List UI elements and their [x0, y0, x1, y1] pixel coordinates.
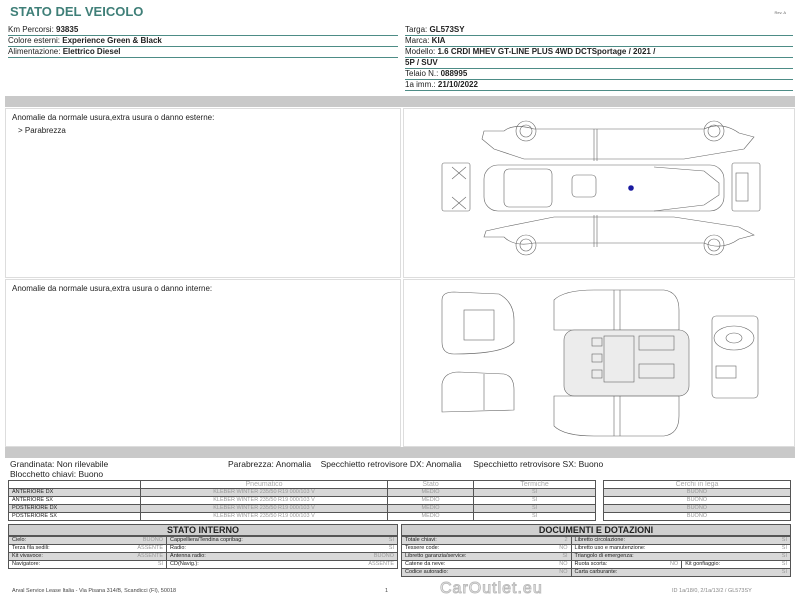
status-summary-left: [10, 459, 108, 479]
info-row: [405, 58, 793, 69]
info-row: [8, 47, 398, 58]
kv-label: Totale chiavi:: [402, 537, 541, 545]
car-side-top-view: [482, 121, 754, 161]
kv-row: [402, 537, 791, 545]
kv-label: Terza fila sedili:: [9, 545, 100, 553]
kv-value: NO: [651, 561, 681, 569]
external-notes-title: Anomalie da normale usura,extra usura o danno esterne:: [12, 113, 215, 122]
kv-label: Ruota scorta:: [571, 561, 651, 569]
internal-notes-panel: [5, 279, 401, 447]
tyre-pos: ANTERIORE SX: [9, 497, 141, 505]
section-divider: [5, 96, 795, 107]
vehicle-info-right: [405, 25, 793, 91]
kv-label: CD(Navig.):: [167, 561, 331, 569]
internal-diagram: [403, 279, 795, 447]
tyre-row: [9, 513, 596, 521]
tyre-stato: MEDIO: [388, 497, 474, 505]
info-value: 21/10/2022: [437, 80, 478, 89]
kv-label: Antenna radio:: [167, 553, 331, 561]
kv-label: Navigatore:: [9, 561, 100, 569]
tyres-header: Stato: [388, 481, 474, 489]
kv-label: Codice autoradio:: [402, 569, 541, 577]
car-front-view: [442, 163, 470, 211]
page-title: STATO DEL VEICOLO: [10, 4, 144, 19]
kv-value: SI: [766, 569, 790, 577]
dashboard-view: [712, 316, 758, 398]
kv-value: NO: [541, 561, 571, 569]
kv-label: Triangolo di emergenza:: [571, 553, 766, 561]
grandinata-status: Grandinata: Non rilevabile: [10, 459, 109, 469]
cerchi-row: [604, 489, 791, 497]
documenti-title: DOCUMENTI E DOTAZIONI: [401, 524, 791, 536]
info-row: [405, 47, 793, 58]
info-row: [8, 36, 398, 47]
blocchetto-status: Blocchetto chiavi: Buono: [10, 469, 104, 479]
info-label: Colore esterni:: [8, 36, 63, 45]
info-row: [405, 25, 793, 36]
kv-value: SI: [541, 553, 571, 561]
kv-value: SI: [100, 561, 167, 569]
kv-value: SI: [331, 545, 398, 553]
info-value: 93835: [56, 25, 79, 34]
section-divider: [5, 447, 795, 458]
kv-label: Radio:: [167, 545, 331, 553]
tyre-tyre: KLEBER WINTER 235/50 R19 000/103 V: [141, 489, 388, 497]
info-value: KIA: [431, 36, 446, 45]
trunk-view: [442, 292, 514, 412]
tyres-header-row: [9, 481, 596, 489]
tyre-stato: MEDIO: [388, 489, 474, 497]
info-value: GL573SY: [429, 25, 465, 34]
cerchi-value: BUONO: [604, 489, 791, 497]
stato-interno-title: STATO INTERNO: [8, 524, 398, 536]
info-label: Telaio N.:: [405, 69, 441, 78]
tyre-stato: MEDIO: [388, 513, 474, 521]
tyre-termiche: SI: [474, 497, 596, 505]
kv-value: SI: [766, 553, 790, 561]
kv-value: SI: [766, 545, 790, 553]
stato-interno-section: [8, 524, 398, 569]
kv-label: Kit gonfiaggio:: [682, 561, 767, 569]
kv-row: [9, 537, 398, 545]
kv-value: NO: [541, 569, 571, 577]
cerchi-row: [604, 505, 791, 513]
vehicle-info-left: [8, 25, 398, 58]
cerchi-row: [604, 513, 791, 521]
external-diagram: [403, 108, 795, 278]
cerchi-value: BUONO: [604, 513, 791, 521]
info-row: [8, 25, 398, 36]
kv-row: [402, 553, 791, 561]
cerchi-value: BUONO: [604, 505, 791, 513]
kv-row: [402, 569, 791, 577]
tyre-termiche: SI: [474, 489, 596, 497]
kv-row: [9, 545, 398, 553]
cabin-view: [554, 290, 689, 436]
tyre-row: [9, 489, 596, 497]
kv-label: Libretto garanzia/service:: [402, 553, 541, 561]
info-value: 088995: [440, 69, 468, 78]
parabrezza-status: Parabrezza: Anomalia: [228, 459, 312, 469]
footer-code: ID 1a/18/0, 2/1a/13/2 / GL573SY: [672, 588, 752, 594]
tyre-stato: MEDIO: [388, 505, 474, 513]
info-row: [405, 80, 793, 91]
info-row: [405, 69, 793, 80]
kv-label: Libretto circolazione:: [571, 537, 766, 545]
tyre-pos: ANTERIORE DX: [9, 489, 141, 497]
info-value: Experience Green & Black: [62, 36, 162, 45]
kv-row: [9, 561, 398, 569]
kv-value: NO: [541, 545, 571, 553]
tyre-pos: POSTERIORE SX: [9, 513, 141, 521]
kv-value: 2: [541, 537, 571, 545]
stato-interno-table: [8, 536, 398, 569]
info-label: 1a imm.:: [405, 80, 438, 89]
kv-row: [402, 561, 791, 569]
kv-label: Cappelliera/Tendina copribag:: [167, 537, 331, 545]
info-label: Modello:: [405, 47, 438, 56]
tyres-table: [8, 480, 596, 521]
kv-value: SI: [331, 537, 398, 545]
car-rear-view: [732, 163, 760, 211]
kv-label: Tessere code:: [402, 545, 541, 553]
internal-notes-title: Anomalie da normale usura,extra usura o danno interne:: [12, 284, 213, 293]
info-label: Marca:: [405, 36, 432, 45]
external-notes-panel: [5, 108, 401, 278]
info-value: Elettrico Diesel: [62, 47, 121, 56]
tyre-tyre: KLEBER WINTER 235/50 R19 000/103 V: [141, 513, 388, 521]
kv-value: ASSENTE: [331, 561, 398, 569]
info-value: 5P / SUV: [405, 58, 438, 67]
kv-value: BUONO: [331, 553, 398, 561]
car-top-view: [484, 165, 724, 211]
cerchi-header-row: [604, 481, 791, 489]
kv-value: SI: [766, 537, 790, 545]
status-summary-right: [228, 459, 603, 469]
tyres-header: [9, 481, 141, 489]
cerchi-table: [603, 480, 791, 521]
tyres-header: Termiche: [474, 481, 596, 489]
external-note-item: > Parabrezza: [18, 126, 66, 135]
page-number: 1: [385, 588, 389, 594]
kv-label: Kit vivavoce:: [9, 553, 100, 561]
tyre-tyre: KLEBER WINTER 235/50 R19 000/103 V: [141, 505, 388, 513]
specchietto-sx-status: Specchietto retrovisore SX: Buono: [473, 459, 604, 469]
kv-value: BUONO: [100, 537, 167, 545]
tyre-row: [9, 497, 596, 505]
tyre-row: [9, 505, 596, 513]
kv-label: Carta carburante:: [571, 569, 766, 577]
specchietto-dx-status: Specchietto retrovisore DX: Anomalia: [320, 459, 462, 469]
kv-row: [9, 553, 398, 561]
documenti-table: [401, 536, 791, 577]
kv-value: SI: [766, 561, 790, 569]
kv-row: [402, 545, 791, 553]
kv-value: ASSENTE: [100, 545, 167, 553]
tyres-header: Pneumatico: [141, 481, 388, 489]
watermark-logo: CarOutlet.eu: [440, 580, 543, 597]
info-label: Km Percorsi:: [8, 25, 57, 34]
kv-label: Cielo:: [9, 537, 100, 545]
cerchi-value: BUONO: [604, 497, 791, 505]
cerchi-header: Cerchi in lega: [604, 481, 791, 489]
kv-value: ASSENTE: [100, 553, 167, 561]
info-label: Alimentazione:: [8, 47, 63, 56]
tyre-pos: POSTERIORE DX: [9, 505, 141, 513]
tyre-termiche: SI: [474, 505, 596, 513]
info-value: 1.6 CRDI MHEV GT-LINE PLUS 4WD DCTSportage / 2021 /: [437, 47, 656, 56]
car-side-bottom-view: [484, 215, 754, 255]
info-row: [405, 36, 793, 47]
kv-label: Catene da neve:: [402, 561, 541, 569]
footer-address: Arval Service Lease Italia - Via Pisana 314/B, Scandicci (FI), 50018: [12, 588, 177, 594]
tyre-tyre: KLEBER WINTER 235/50 R19 000/103 V: [141, 497, 388, 505]
kv-label: Libretto uso e manutenzione:: [571, 545, 766, 553]
revision-label: Rev. A: [774, 10, 786, 15]
info-label: Targa:: [405, 25, 430, 34]
documenti-section: [401, 524, 791, 577]
damage-marker-parabrezza: [629, 186, 634, 191]
tyre-termiche: SI: [474, 513, 596, 521]
cerchi-row: [604, 497, 791, 505]
